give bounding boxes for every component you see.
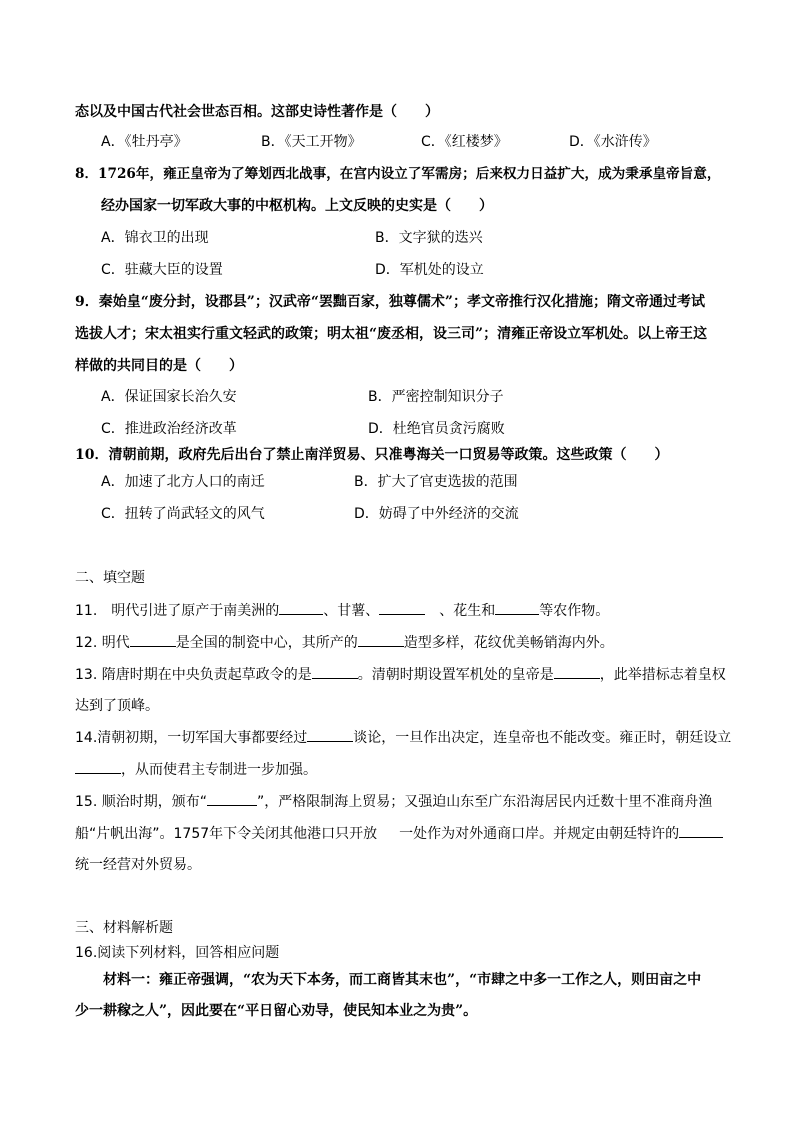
question-8-line-1: 8．1726年，雍正皇帝为了筹划西北战事，在宫内设立了军需房；后来权力日益扩大，成为秉承皇帝旨意， xyxy=(75,166,721,182)
question-8-line-2: 经办国家一切军政大事的中枢机构。上文反映的史实是（ ） xyxy=(101,198,493,214)
material-1-line-2: 少一耕稼之人”，因此要在“平日留心劝导，使民知本业之为贵”。 xyxy=(75,1003,478,1019)
question-15-line-3: 统一经营对外贸易。 xyxy=(75,857,201,873)
blank xyxy=(312,664,358,679)
question-7-tail: 态以及中国古代社会世态百相。这部史诗性著作是（ ） xyxy=(75,104,439,120)
blank xyxy=(307,727,353,742)
question-14-line-1: 14.清朝初期，一切军国大事都要经过 谈论，一旦作出决定，连皇帝也不能改变。雍正时，朝廷设立 xyxy=(75,727,731,748)
q10-option-b: B．扩大了官吏选拔的范围 xyxy=(354,474,518,490)
question-15-line-1: 15. 顺治时期，颁布“ ”，严格限制海上贸易；又强迫山东至广东沿海居民内迁数十里不准商舟渔 xyxy=(75,791,712,812)
question-15-line-2: 船“片帆出海”。1757年下令关闭其他港口只开放 一处作为对外通商口岸。并规定由朝廷特许的 xyxy=(75,823,723,844)
question-13-line-2: 达到了顶峰。 xyxy=(75,698,159,714)
fill-section-heading: 二、填空题 xyxy=(75,570,145,586)
blank xyxy=(679,823,723,838)
question-9-line-2: 选拔人才；宋太祖实行重文轻武的政策；明太祖“废丞相，设三司”；清雍正帝设立军机处。以上帝王这 xyxy=(75,326,708,342)
question-14-line-2: ，从而使君主专制进一步加强。 xyxy=(75,759,317,780)
q7-option-c: C．《红楼梦》 xyxy=(421,134,508,150)
blank xyxy=(75,759,121,774)
blank xyxy=(130,632,176,647)
q9-option-d: D．杜绝官员贪污腐败 xyxy=(368,421,505,437)
q10-option-d: D．妨碍了中外经济的交流 xyxy=(354,506,519,522)
q8-option-b: B．文字狱的迭兴 xyxy=(375,230,483,246)
blank xyxy=(379,600,425,615)
blank xyxy=(495,600,539,615)
q7-option-a: A．《牡丹亭》 xyxy=(101,134,188,150)
q9-option-c: C．推进政治经济改革 xyxy=(101,421,237,437)
question-16-title: 16.阅读下列材料，回答相应问题 xyxy=(75,945,280,961)
q9-option-b: B．严密控制知识分子 xyxy=(368,389,504,405)
q8-option-d: D．军机处的设立 xyxy=(375,262,484,278)
q7-option-d: D．《水浒传》 xyxy=(569,134,657,150)
question-12: 12. 明代 是全国的制瓷中心，其所产的 造型多样，花纹优美畅销海内外。 xyxy=(75,632,614,653)
question-9-line-1: 9．秦始皇“废分封，设郡县”；汉武帝“罢黜百家，独尊儒术”；孝文帝推行汉化措施；隋文帝通过考试 xyxy=(75,294,705,310)
question-9-line-3: 样做的共同目的是（ ） xyxy=(75,358,243,374)
q8-option-a: A．锦衣卫的出现 xyxy=(101,230,209,246)
q10-option-a: A．加速了北方人口的南迁 xyxy=(101,474,265,490)
analysis-section-heading: 三、材料解析题 xyxy=(75,920,173,936)
material-1-line-1: 材料一：雍正帝强调，“农为天下本务，而工商皆其末也”，“市肆之中多一工作之人，则田亩之中 xyxy=(103,972,702,988)
blank xyxy=(279,600,323,615)
q7-option-b: B．《天工开物》 xyxy=(261,134,362,150)
blank xyxy=(554,664,600,679)
q10-option-c: C．扭转了尚武轻文的风气 xyxy=(101,506,265,522)
q8-option-c: C．驻藏大臣的设置 xyxy=(101,262,223,278)
question-10-line-1: 10．清朝前期，政府先后出台了禁止南洋贸易、只准粤海关一口贸易等政策。这些政策（ ） xyxy=(75,447,669,463)
question-13-line-1: 13. 隋唐时期在中央负责起草政令的是 。清朝时期设置军机处的皇帝是 ，此举措标志着皇权 xyxy=(75,664,726,685)
blank xyxy=(207,791,257,806)
question-11: 11. 明代引进了原产于南美洲的 、甘薯、 、花生和 等农作物。 xyxy=(75,600,609,621)
q9-option-a: A．保证国家长治久安 xyxy=(101,389,237,405)
blank xyxy=(358,632,404,647)
